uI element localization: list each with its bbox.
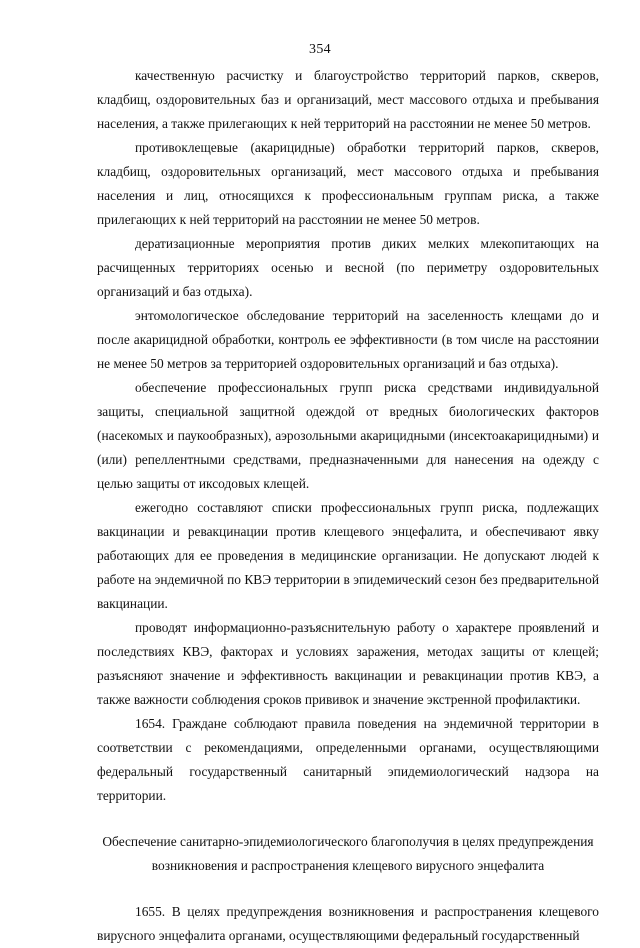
section-heading: Обеспечение санитарно-эпидемиологического благополучия в целях предупреждения возникновения и распространения клещевого вирусного энцефалита <box>102 834 594 873</box>
paragraph-1654: 1654. Граждане соблюдают правила поведения на эндемичной территории в соответствии с рекомендациями, определенными органами, осуществляющими федеральный государственный санитарный эпидемиологический надзора на территории. <box>97 716 599 803</box>
paragraph-vaccination-lists: ежегодно составляют списки профессиональных групп риска, подлежащих вакцинации и ревакцинации против клещевого энцефалита, и обеспечивают явку работающих для ее проведения в медицинские организации. Не допускают людей к работе на эндемичной по КВЭ территории в эпидемический сезон без предварительной вакцинации. <box>97 500 599 611</box>
paragraph-deratization: дератизационные мероприятия против диких мелких млекопитающих на расчищенных территориях осенью и весной (по периметру оздоровительных организаций и баз отдыха). <box>97 236 599 299</box>
paragraph-cleanup: качественную расчистку и благоустройство территорий парков, скверов, кладбищ, оздоровительных баз и организаций, мест массового отдыха и пребывания населения, а также прилегающих к ней территорий на расстоянии не менее 50 метров. <box>97 68 599 131</box>
paragraph-protective-equipment: обеспечение профессиональных групп риска средствами индивидуальной защиты, специальной защитной одеждой от вредных биологических факторов (насекомых и паукообразных), аэрозольными акарицидными (инсектоакарицидными) и (или) репеллентными средствами, предназначенными для нанесения на одежду с целью защиты от иксодовых клещей. <box>97 380 599 491</box>
paragraph-entomological-survey: энтомологическое обследование территорий на заселенность клещами до и после акарицидной обработки, контроль ее эффективности (в том числе на расстоянии не менее 50 метров за территорией оздоровительных организаций и баз отдыха). <box>97 308 599 371</box>
paragraph-1655: 1655. В целях предупреждения возникновения и распространения клещевого вирусного энцефалита органами, осуществляющими федеральный государственный <box>97 904 599 943</box>
page-number: 354 <box>309 42 331 57</box>
paragraph-acaricide-treatment: противоклещевые (акарицидные) обработки территорий парков, скверов, кладбищ, оздоровительных организаций, мест массового отдыха и пребывания населения и лиц, относящихся к профессиональным группам риска, а также прилегающих к ней территорий на расстоянии не менее 50 метров. <box>97 140 599 227</box>
paragraph-information-work: проводят информационно-разъяснительную работу о характере проявлений и последствиях КВЭ, факторах и условиях заражения, методах защиты от клещей; разъясняют значение и эффективность вакцинации и ревакцинации против КВЭ, а также важности соблюдения сроков прививок и значение экстренной профилактики. <box>97 620 599 707</box>
document-body <box>97 64 599 948</box>
